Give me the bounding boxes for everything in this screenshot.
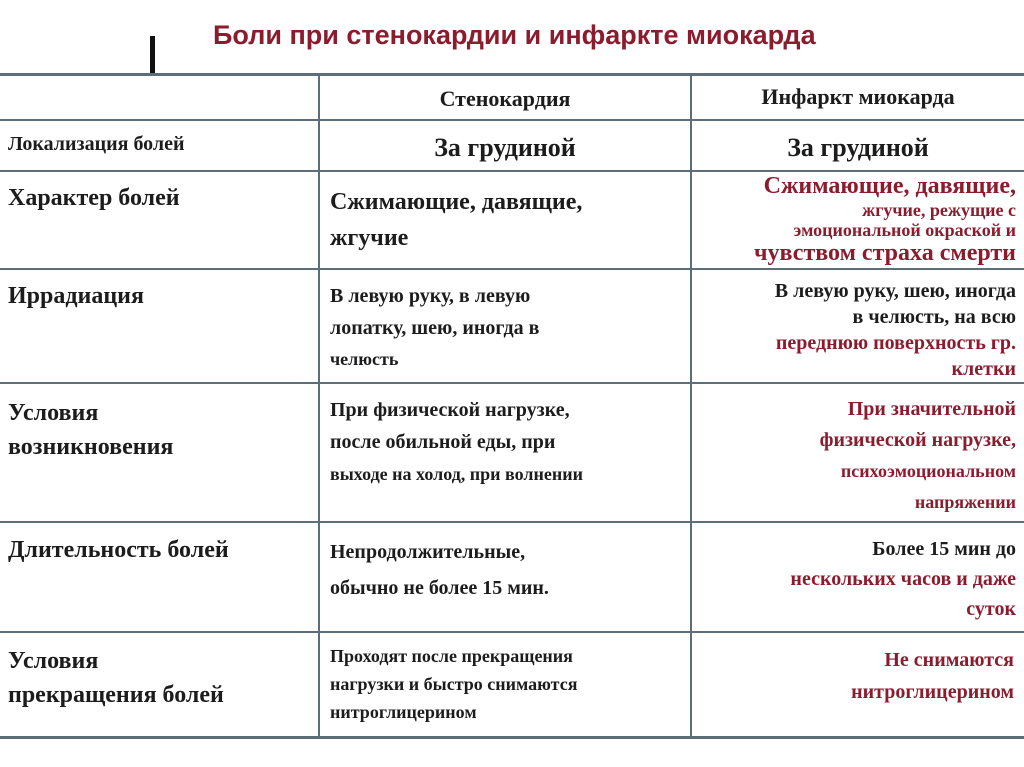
infarction-localization: За грудиной	[787, 133, 929, 162]
angina-irradiation	[330, 280, 685, 374]
infarction-onset	[696, 394, 1016, 518]
text-line: физической нагрузке,	[819, 429, 1016, 451]
title-marker	[150, 36, 155, 76]
text-line: эмоциональной окраской и	[793, 220, 1016, 240]
infarction-irradiation	[696, 278, 1016, 382]
angina-localization: За грудиной	[434, 133, 576, 162]
page-title: Боли при стенокардии и инфаркте миокарда	[213, 20, 816, 50]
row-label-termination	[8, 644, 224, 712]
header-angina: Стенокардия	[439, 86, 571, 111]
angina-onset	[330, 394, 688, 490]
text-line: В левую руку, шею, иногда	[774, 280, 1016, 302]
text-line: суток	[966, 598, 1016, 620]
text-line: клетки	[951, 358, 1016, 380]
text-line: Сжимающие, давящие,	[763, 173, 1016, 199]
column-divider	[318, 75, 320, 738]
text-line: нагрузки и быстро снимаются	[330, 674, 578, 694]
row-label-localization: Локализация болей	[8, 133, 185, 155]
text-line: При физической нагрузке,	[330, 399, 570, 421]
row-label-irradiation: Иррадиация	[8, 283, 144, 309]
text-line: лопатку, шею, иногда в	[330, 317, 540, 339]
text-line: Условия	[8, 400, 99, 426]
angina-termination	[330, 642, 688, 726]
text-line: Сжимающие, давящие,	[330, 189, 583, 215]
text-line: обычно не более 15 мин.	[330, 577, 549, 599]
text-line: чувством страха смерти	[754, 240, 1016, 266]
row-label-duration: Длительность болей	[8, 537, 229, 563]
angina-duration	[330, 534, 549, 606]
infarction-termination	[694, 644, 1014, 708]
text-line: возникновения	[8, 434, 174, 460]
text-line: жгучие	[330, 225, 409, 251]
text-line: переднюю поверхность гр.	[775, 332, 1016, 354]
text-line: При значительной	[847, 398, 1016, 420]
text-line: Условия	[8, 648, 99, 674]
text-line: после обильной еды, при	[330, 431, 556, 453]
column-divider	[690, 75, 692, 738]
text-line: Не снимаются	[884, 649, 1014, 671]
text-line: в челюсть, на всю	[852, 306, 1016, 328]
infarction-character	[696, 172, 1016, 266]
row-divider	[0, 268, 1024, 270]
text-line: В левую руку, в левую	[330, 285, 531, 307]
table-top-border	[0, 73, 1024, 76]
text-line: прекращения болей	[8, 682, 224, 708]
title-bar	[0, 0, 1024, 72]
text-line: нитроглицерином	[851, 681, 1014, 703]
row-label-onset	[8, 396, 173, 464]
angina-character	[330, 184, 582, 256]
text-line: нескольких часов и даже	[790, 568, 1016, 590]
text-line: психоэмоциональном	[840, 461, 1016, 481]
row-divider	[0, 382, 1024, 384]
row-divider	[0, 119, 1024, 121]
text-line: Проходят после прекращения	[330, 646, 573, 666]
infarction-duration	[696, 534, 1016, 624]
text-line: челюсть	[330, 349, 399, 369]
row-divider	[0, 631, 1024, 633]
header-infarction: Инфаркт миокарда	[761, 84, 955, 109]
text-line: жгучие, режущие с	[862, 200, 1016, 220]
row-label-character: Характер болей	[8, 185, 180, 211]
text-line: Непродолжительные,	[330, 541, 526, 563]
text-line: выходе на холод, при волнении	[330, 464, 583, 484]
text-line: нитроглицерином	[330, 702, 477, 722]
table-bottom-border	[0, 736, 1024, 739]
row-divider	[0, 521, 1024, 523]
text-line: Более 15 мин до	[872, 538, 1016, 560]
text-line: напряжении	[914, 492, 1016, 512]
